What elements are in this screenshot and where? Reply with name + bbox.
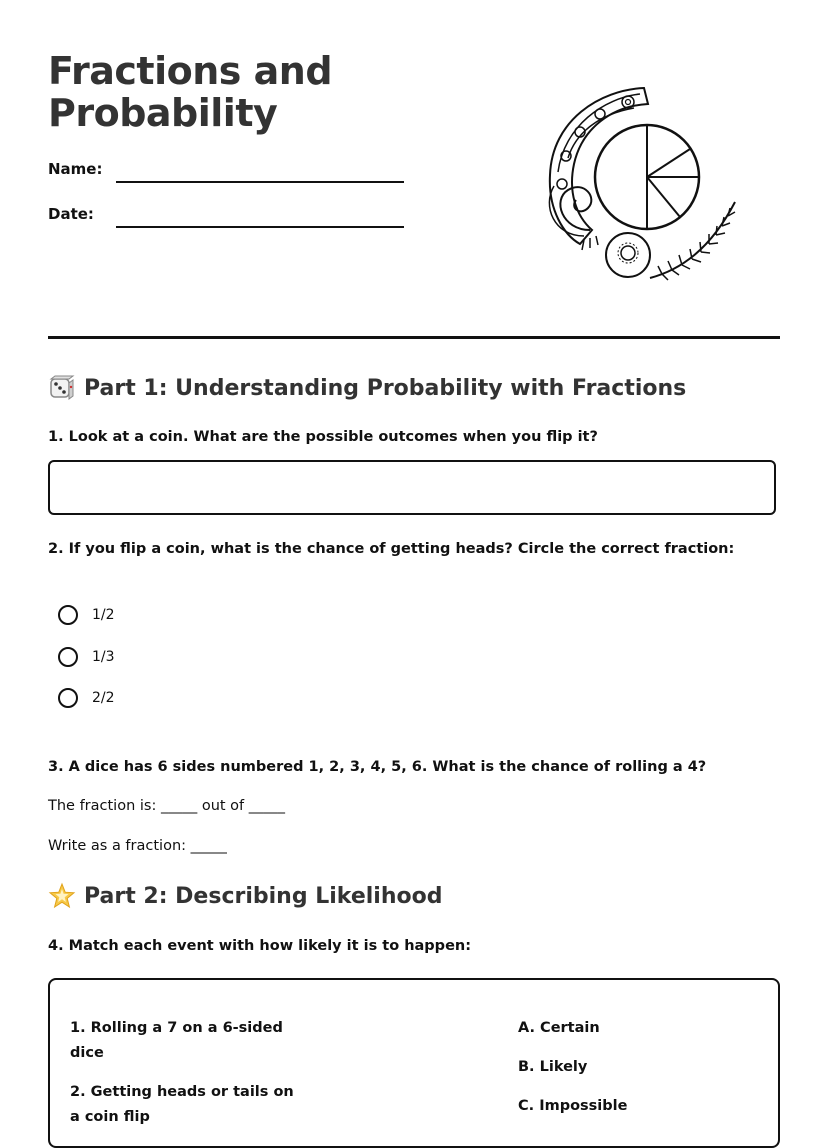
question-3: 3. A dice has 6 sides numbered 1, 2, 3, 4, 5, 6. What is the chance of rolling a 4?: [48, 759, 707, 775]
likelihood-item: B. Likely: [518, 1059, 588, 1075]
q3-fraction-line: The fraction is: _____ out of _____: [48, 798, 286, 814]
name-input-line[interactable]: [116, 181, 404, 183]
event-item: 1. Rolling a 7 on a 6-sided dice: [70, 1020, 283, 1061]
events-column: [70, 1016, 300, 1144]
option-label: 1/3: [92, 649, 115, 665]
koru-pie-logo-icon: [540, 80, 750, 290]
star-icon: [48, 882, 76, 910]
option-label: 1/2: [92, 607, 115, 623]
section-divider: [48, 336, 780, 339]
option-label: 2/2: [92, 690, 115, 706]
likelihood-item: A. Certain: [518, 1020, 600, 1036]
likelihood-column: [518, 1016, 718, 1133]
part2-heading-text: Part 2: Describing Likelihood: [84, 883, 443, 909]
radio-button[interactable]: [58, 605, 78, 625]
radio-button[interactable]: [58, 647, 78, 667]
radio-button[interactable]: [58, 688, 78, 708]
likelihood-item: C. Impossible: [518, 1098, 628, 1114]
question-1: 1. Look at a coin. What are the possible outcomes when you flip it?: [48, 429, 598, 445]
q1-answer-box[interactable]: [48, 460, 776, 515]
date-label: Date:: [48, 205, 94, 223]
question-2: 2. If you flip a coin, what is the chance of getting heads? Circle the correct fraction:: [48, 541, 735, 557]
event-item: 2. Getting heads or tails on a coin flip: [70, 1084, 294, 1125]
part2-heading: [48, 882, 442, 910]
matching-box: [48, 978, 780, 1148]
title-line-2: Probability: [48, 91, 278, 135]
page-title: [48, 50, 332, 134]
date-field[interactable]: [48, 205, 408, 235]
q2-option-2[interactable]: [58, 645, 115, 669]
q2-option-3[interactable]: [58, 686, 115, 710]
question-4: 4. Match each event with how likely it is to happen:: [48, 938, 472, 954]
part1-heading: [48, 374, 686, 402]
q3-write-line: Write as a fraction: _____: [48, 838, 227, 854]
name-label: Name:: [48, 160, 103, 178]
name-field[interactable]: [48, 160, 408, 190]
date-input-line[interactable]: [116, 226, 404, 228]
part1-heading-text: Part 1: Understanding Probability with Fractions: [84, 375, 687, 401]
dice-icon: [48, 374, 76, 402]
q2-option-1[interactable]: [58, 603, 115, 627]
title-line-1: Fractions and: [48, 49, 333, 93]
